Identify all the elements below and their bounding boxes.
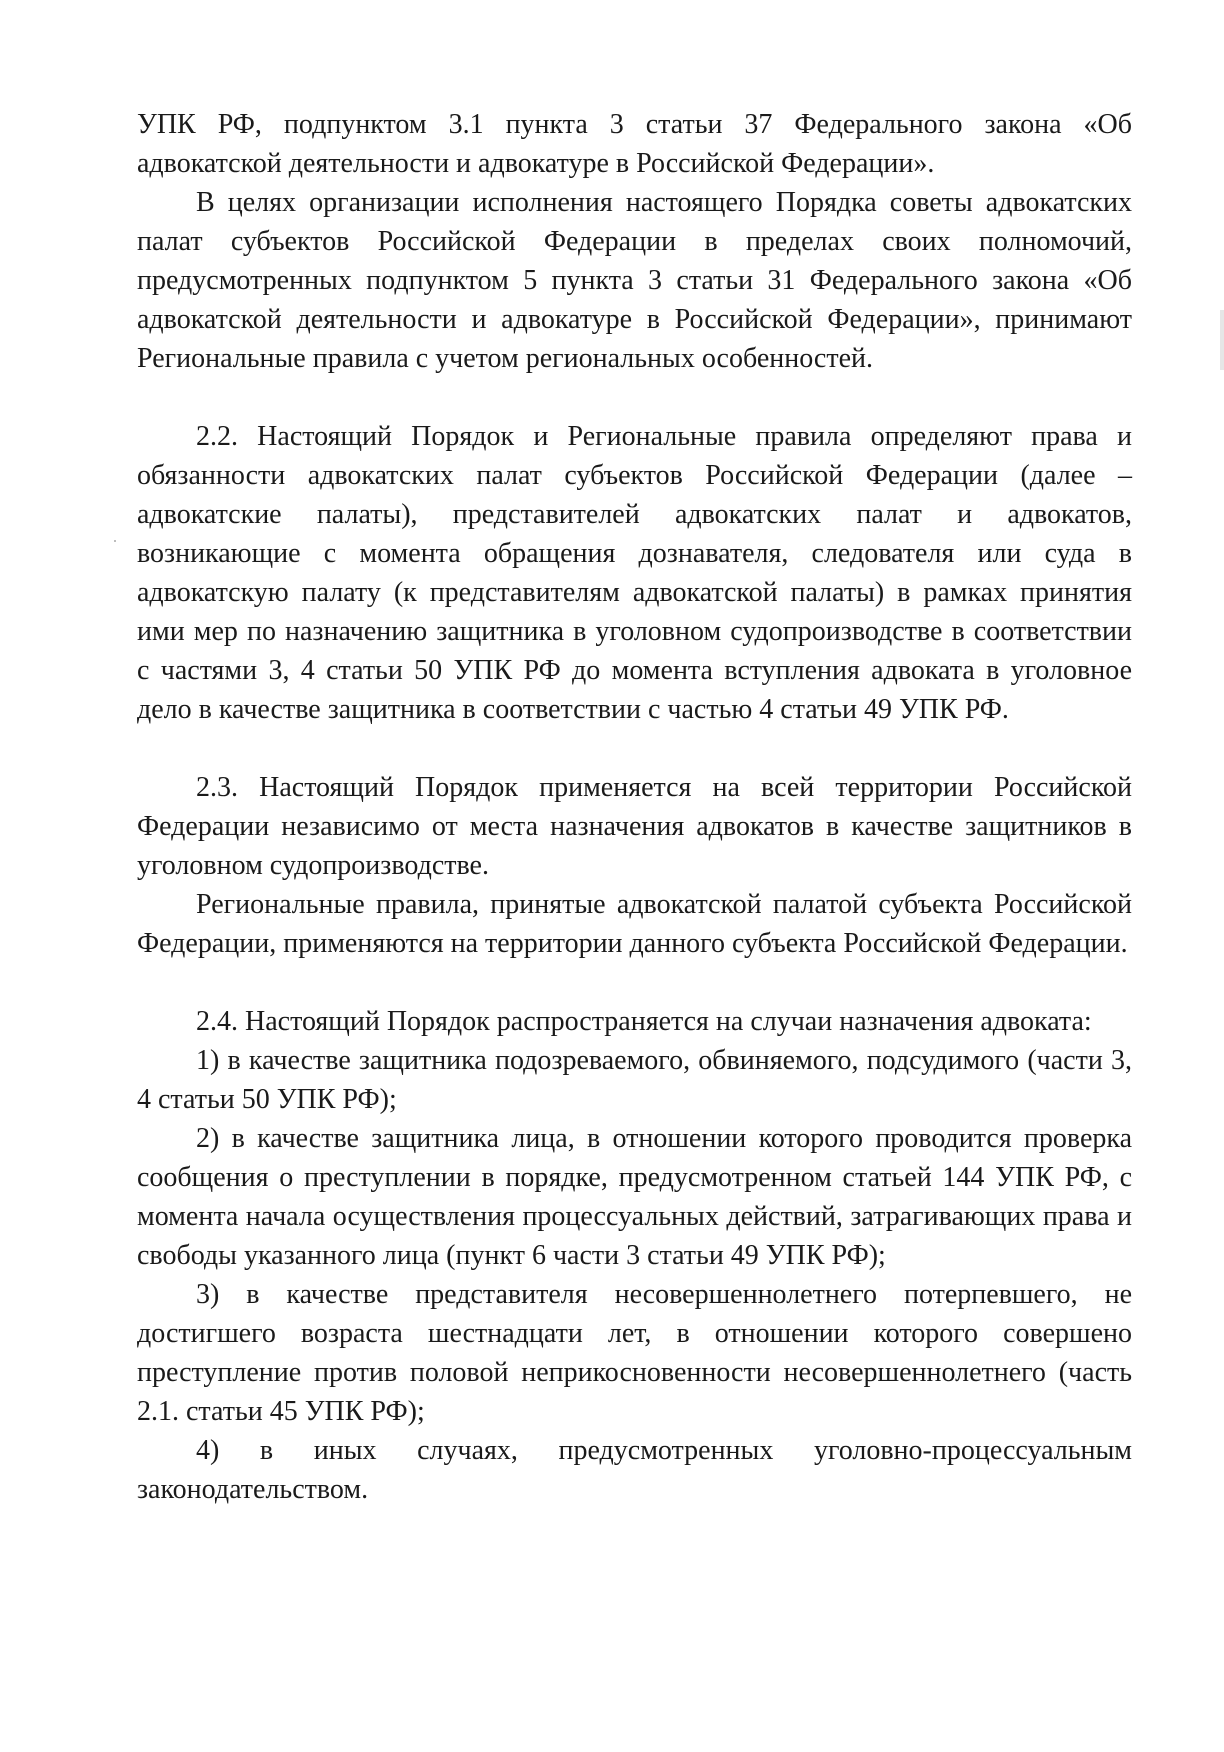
paragraph-2-3: 2.3. Настоящий Порядок применяется на всей территории Российской Федерации независимо от места назначения адвокатов в качестве защитников в уголовном судопроизводстве. — [137, 772, 1132, 881]
list-item-1: 1) в качестве защитника подозреваемого, обвиняемого, подсудимого (части 3, 4 статьи 50 УПК РФ); — [137, 1045, 1132, 1115]
scan-speck — [114, 540, 116, 542]
scan-edge-mark — [1220, 310, 1224, 370]
paragraph-regional-rules: В целях организации исполнения настоящего Порядка советы адвокатских палат субъектов Российской Федерации в пределах своих полномочий, предусмотренных подпунктом 5 пункта 3 статьи 31 Федерального закона «Об адвокатской деятельности и адвокатуре в Российской Федерации», принимают Региональные правила с учетом региональных особенностей. — [137, 187, 1132, 374]
list-item-4: 4) в иных случаях, предусмотренных уголовно-процессуальным законодательством. — [137, 1435, 1132, 1505]
paragraph-regional-application: Региональные правила, принятые адвокатской палатой субъекта Российской Федерации, применяются на территории данного субъекта Российской Федерации. — [137, 889, 1132, 959]
paragraph-continuation: УПК РФ, подпунктом 3.1 пункта 3 статьи 37 Федерального закона «Об адвокатской деятельности и адвокатуре в Российской Федерации». — [137, 109, 1132, 179]
list-item-3: 3) в качестве представителя несовершеннолетнего потерпевшего, не достигшего возраста шестнадцати лет, в отношении которого совершено преступление против половой неприкосновенности несовершеннолетнего (часть 2.1. статьи 45 УПК РФ); — [137, 1279, 1132, 1427]
list-item-2: 2) в качестве защитника лица, в отношении которого проводится проверка сообщения о преступлении в порядке, предусмотренном статьей 144 УПК РФ, с момента начала осуществления процессуальных действий, затрагивающих права и свободы указанного лица (пункт 6 части 3 статьи 49 УПК РФ); — [137, 1123, 1132, 1271]
document-body — [137, 105, 1132, 1509]
paragraph-2-4: 2.4. Настоящий Порядок распространяется на случаи назначения адвоката: — [196, 1006, 1092, 1037]
paragraph-2-2: 2.2. Настоящий Порядок и Региональные правила определяют права и обязанности адвокатских палат субъектов Российской Федерации (далее – адвокатские палаты), представителей адвокатских палат и адвокатов, возникающие с момента обращения дознавателя, следователя или суда в адвокатскую палату (к представителям адвокатской палаты) в рамках принятия ими мер по назначению защитника в уголовном судопроизводстве в соответствии с частями 3, 4 статьи 50 УПК РФ до момента вступления адвоката в уголовное дело в качестве защитника в соответствии с частью 4 статьи 49 УПК РФ. — [137, 421, 1132, 725]
